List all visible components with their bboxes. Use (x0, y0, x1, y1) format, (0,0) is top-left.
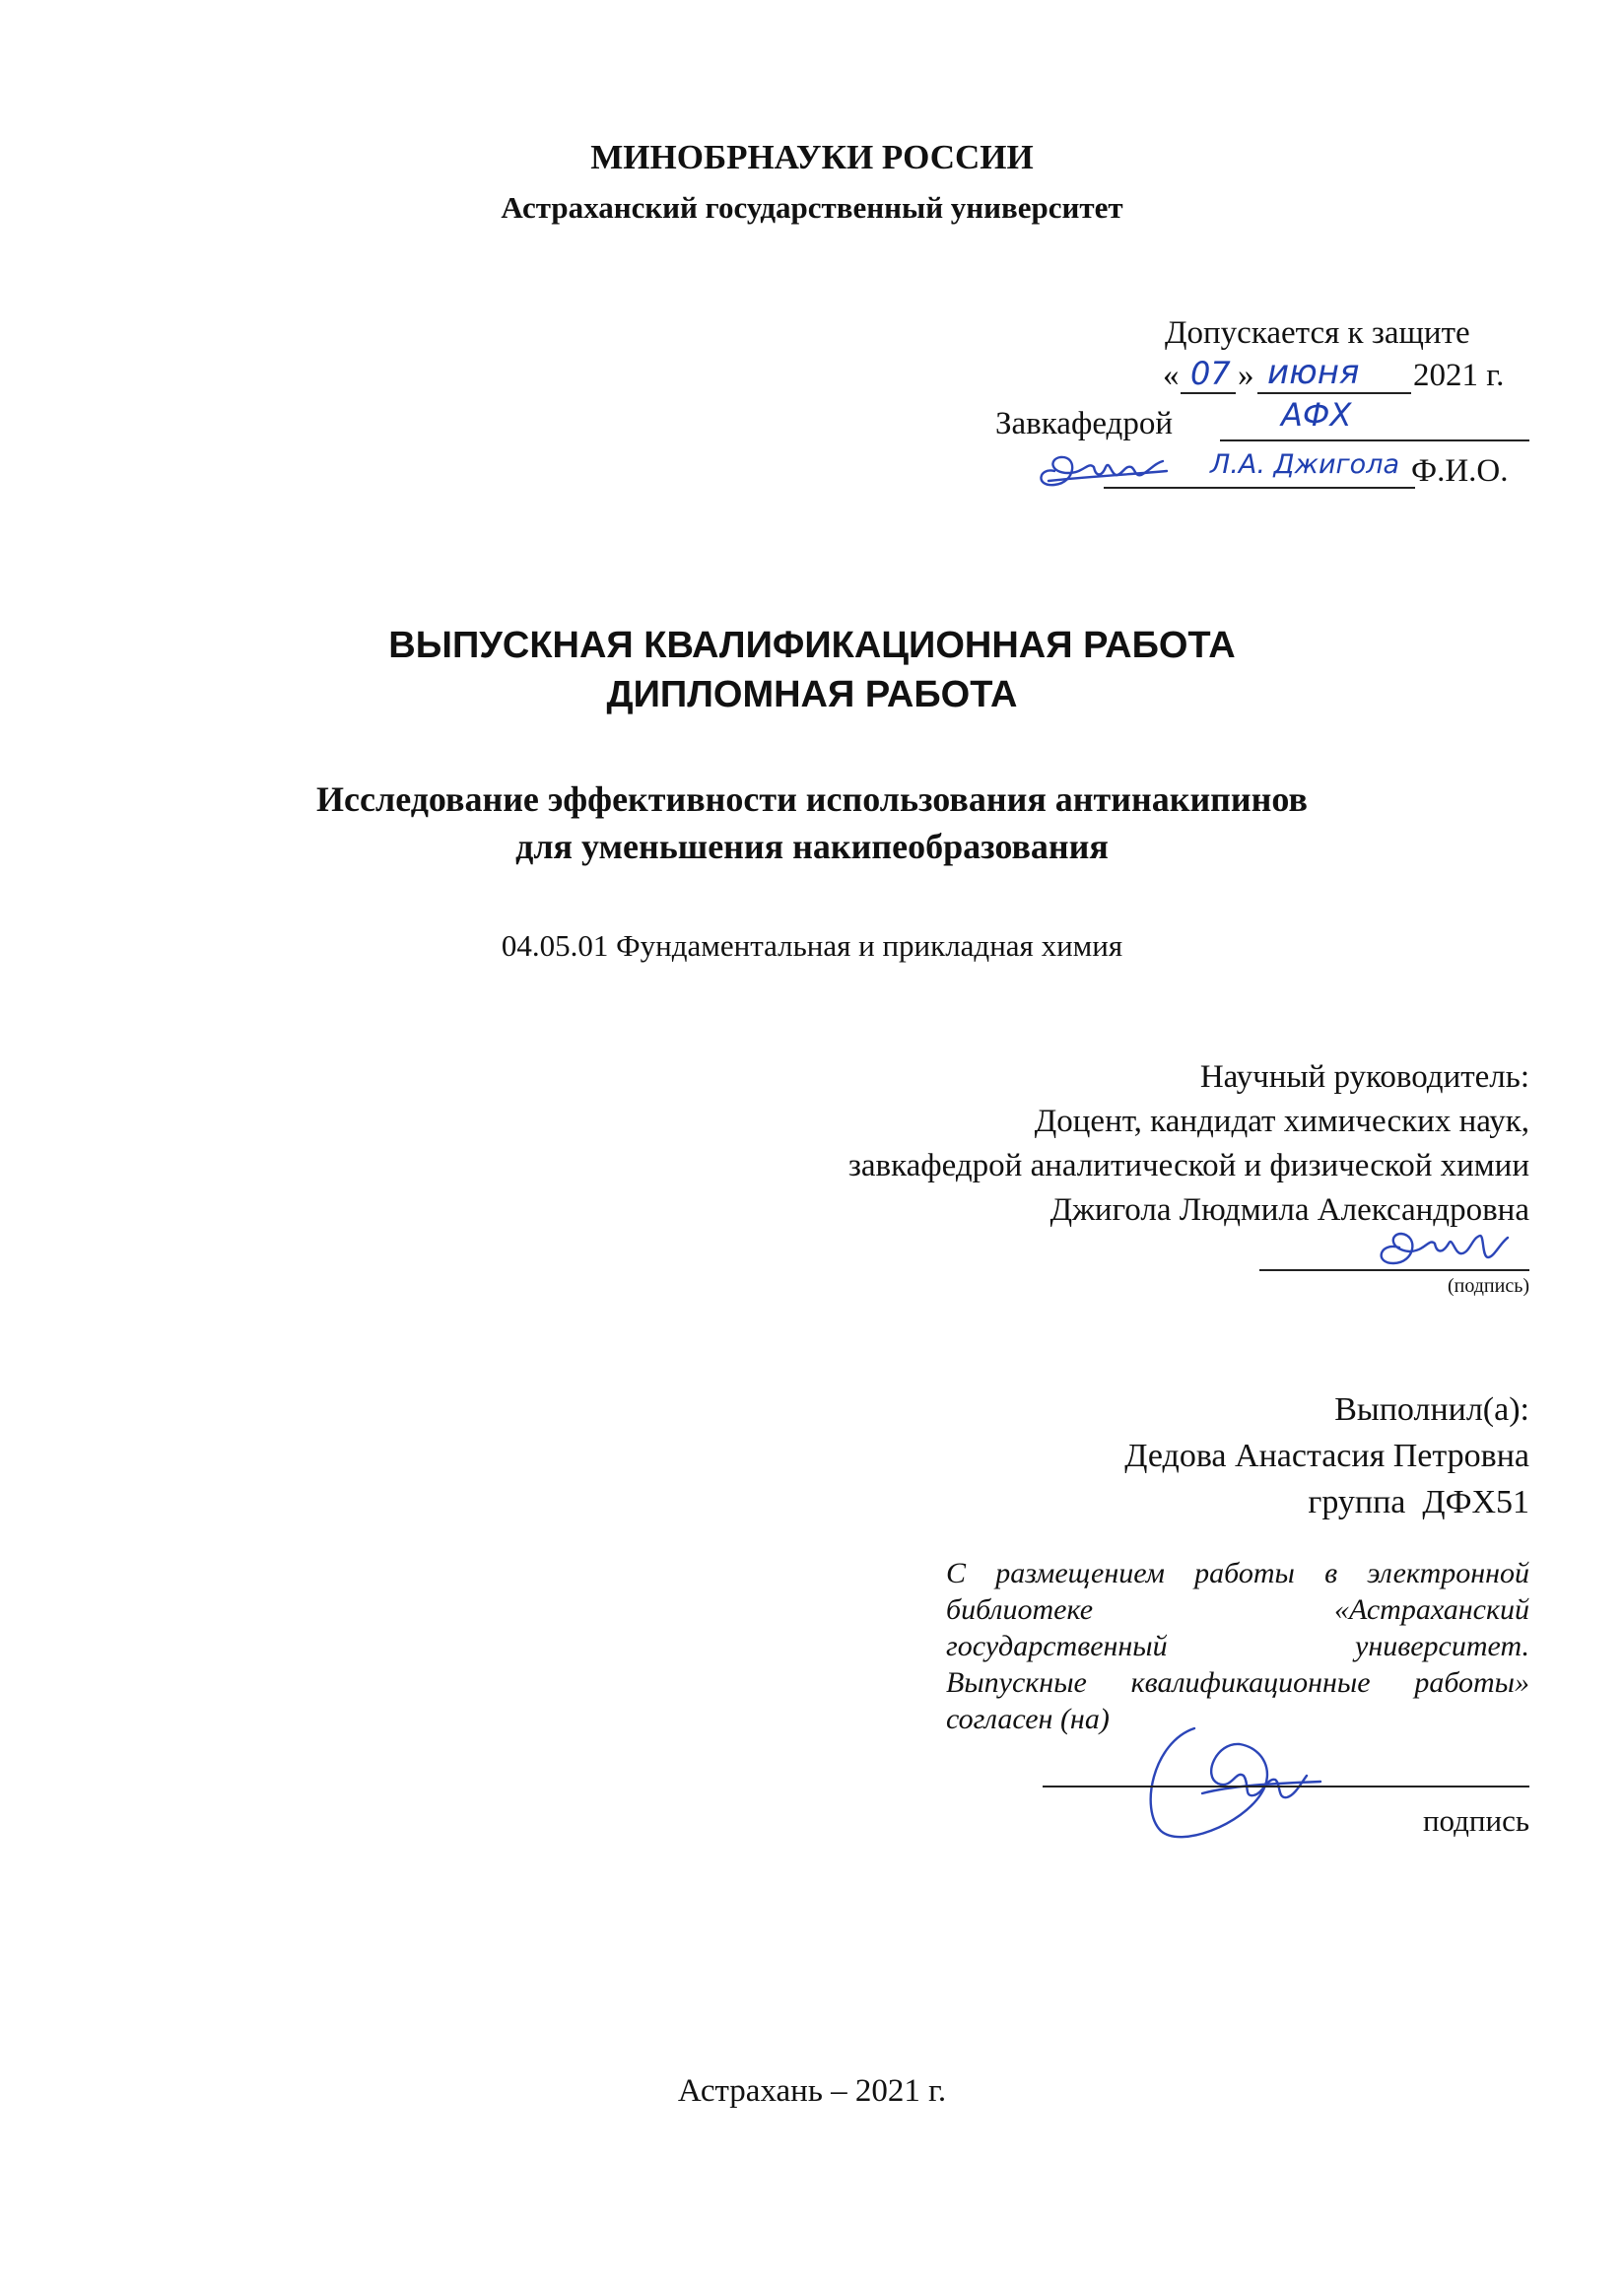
supervisor-name: Джигола Людмила Александровна (1049, 1192, 1529, 1228)
consent-line-4: Выпускные квалификационные работы» (946, 1666, 1529, 1699)
date-day-handwritten: 07 (1190, 355, 1231, 392)
consent-line-2: библиотеке «Астраханский (946, 1593, 1529, 1626)
head-name-handwritten: Л.А. Джигола (1210, 449, 1399, 480)
student-label: Выполнил(а): (1334, 1391, 1529, 1428)
consent-line-3: государственный университет. (946, 1630, 1529, 1662)
department-handwritten: АФХ (1281, 396, 1352, 434)
consent-line-1: С размещением работы в электронной (946, 1557, 1529, 1589)
fio-label: Ф.И.О. (1411, 453, 1509, 489)
student-group: группа ДФХ51 (1308, 1484, 1529, 1520)
supervisor-signature-icon (1360, 1218, 1537, 1277)
work-subtype-title: ДИПЛОМНАЯ РАБОТА (606, 674, 1018, 715)
topic-line-2: для уменьшения накипеобразования (515, 827, 1109, 866)
supervisor-signature-line (1259, 1269, 1529, 1271)
date-month-underline (1257, 392, 1411, 394)
student-name: Дедова Анастасия Петровна (1124, 1438, 1529, 1474)
ministry-heading: МИНОБРНАУКИ РОССИИ (590, 138, 1034, 176)
library-consent (946, 1555, 1529, 1737)
work-type-title: ВЫПУСКНАЯ КВАЛИФИКАЦИОННАЯ РАБОТА (388, 625, 1236, 666)
consent-signature-caption: подпись (1422, 1803, 1529, 1838)
supervisor-label: Научный руководитель: (1199, 1059, 1529, 1095)
date-day-underline (1181, 392, 1236, 394)
date-month-handwritten: июня (1267, 353, 1360, 392)
supervisor-degree: Доцент, кандидат химических наук, (1034, 1104, 1529, 1139)
fio-underline (1104, 487, 1415, 489)
consent-line-5: согласен (на) (946, 1703, 1110, 1735)
consent-signature-line (1043, 1786, 1529, 1787)
topic-line-1: Исследование эффективности использования антинакипинов (316, 779, 1308, 819)
university-heading: Астраханский государственный университет (501, 190, 1123, 225)
date-open-quote: « (1163, 358, 1180, 393)
supervisor-signature-caption: (подпись) (1447, 1275, 1529, 1297)
date-close-quote: » (1238, 358, 1254, 393)
specialty: 04.05.01 Фундаментальная и прикладная химия (501, 928, 1123, 963)
head-of-department-underline (1220, 439, 1529, 441)
admission-line: Допускается к защите (1165, 315, 1470, 351)
date-year: 2021 г. (1413, 358, 1505, 393)
city-year-footer: Астрахань – 2021 г. (677, 2073, 947, 2109)
head-of-department-label: Завкафедрой (995, 406, 1173, 441)
student-signature-icon (1133, 1715, 1330, 1853)
supervisor-position: завкафедрой аналитической и физической химии (847, 1148, 1529, 1183)
